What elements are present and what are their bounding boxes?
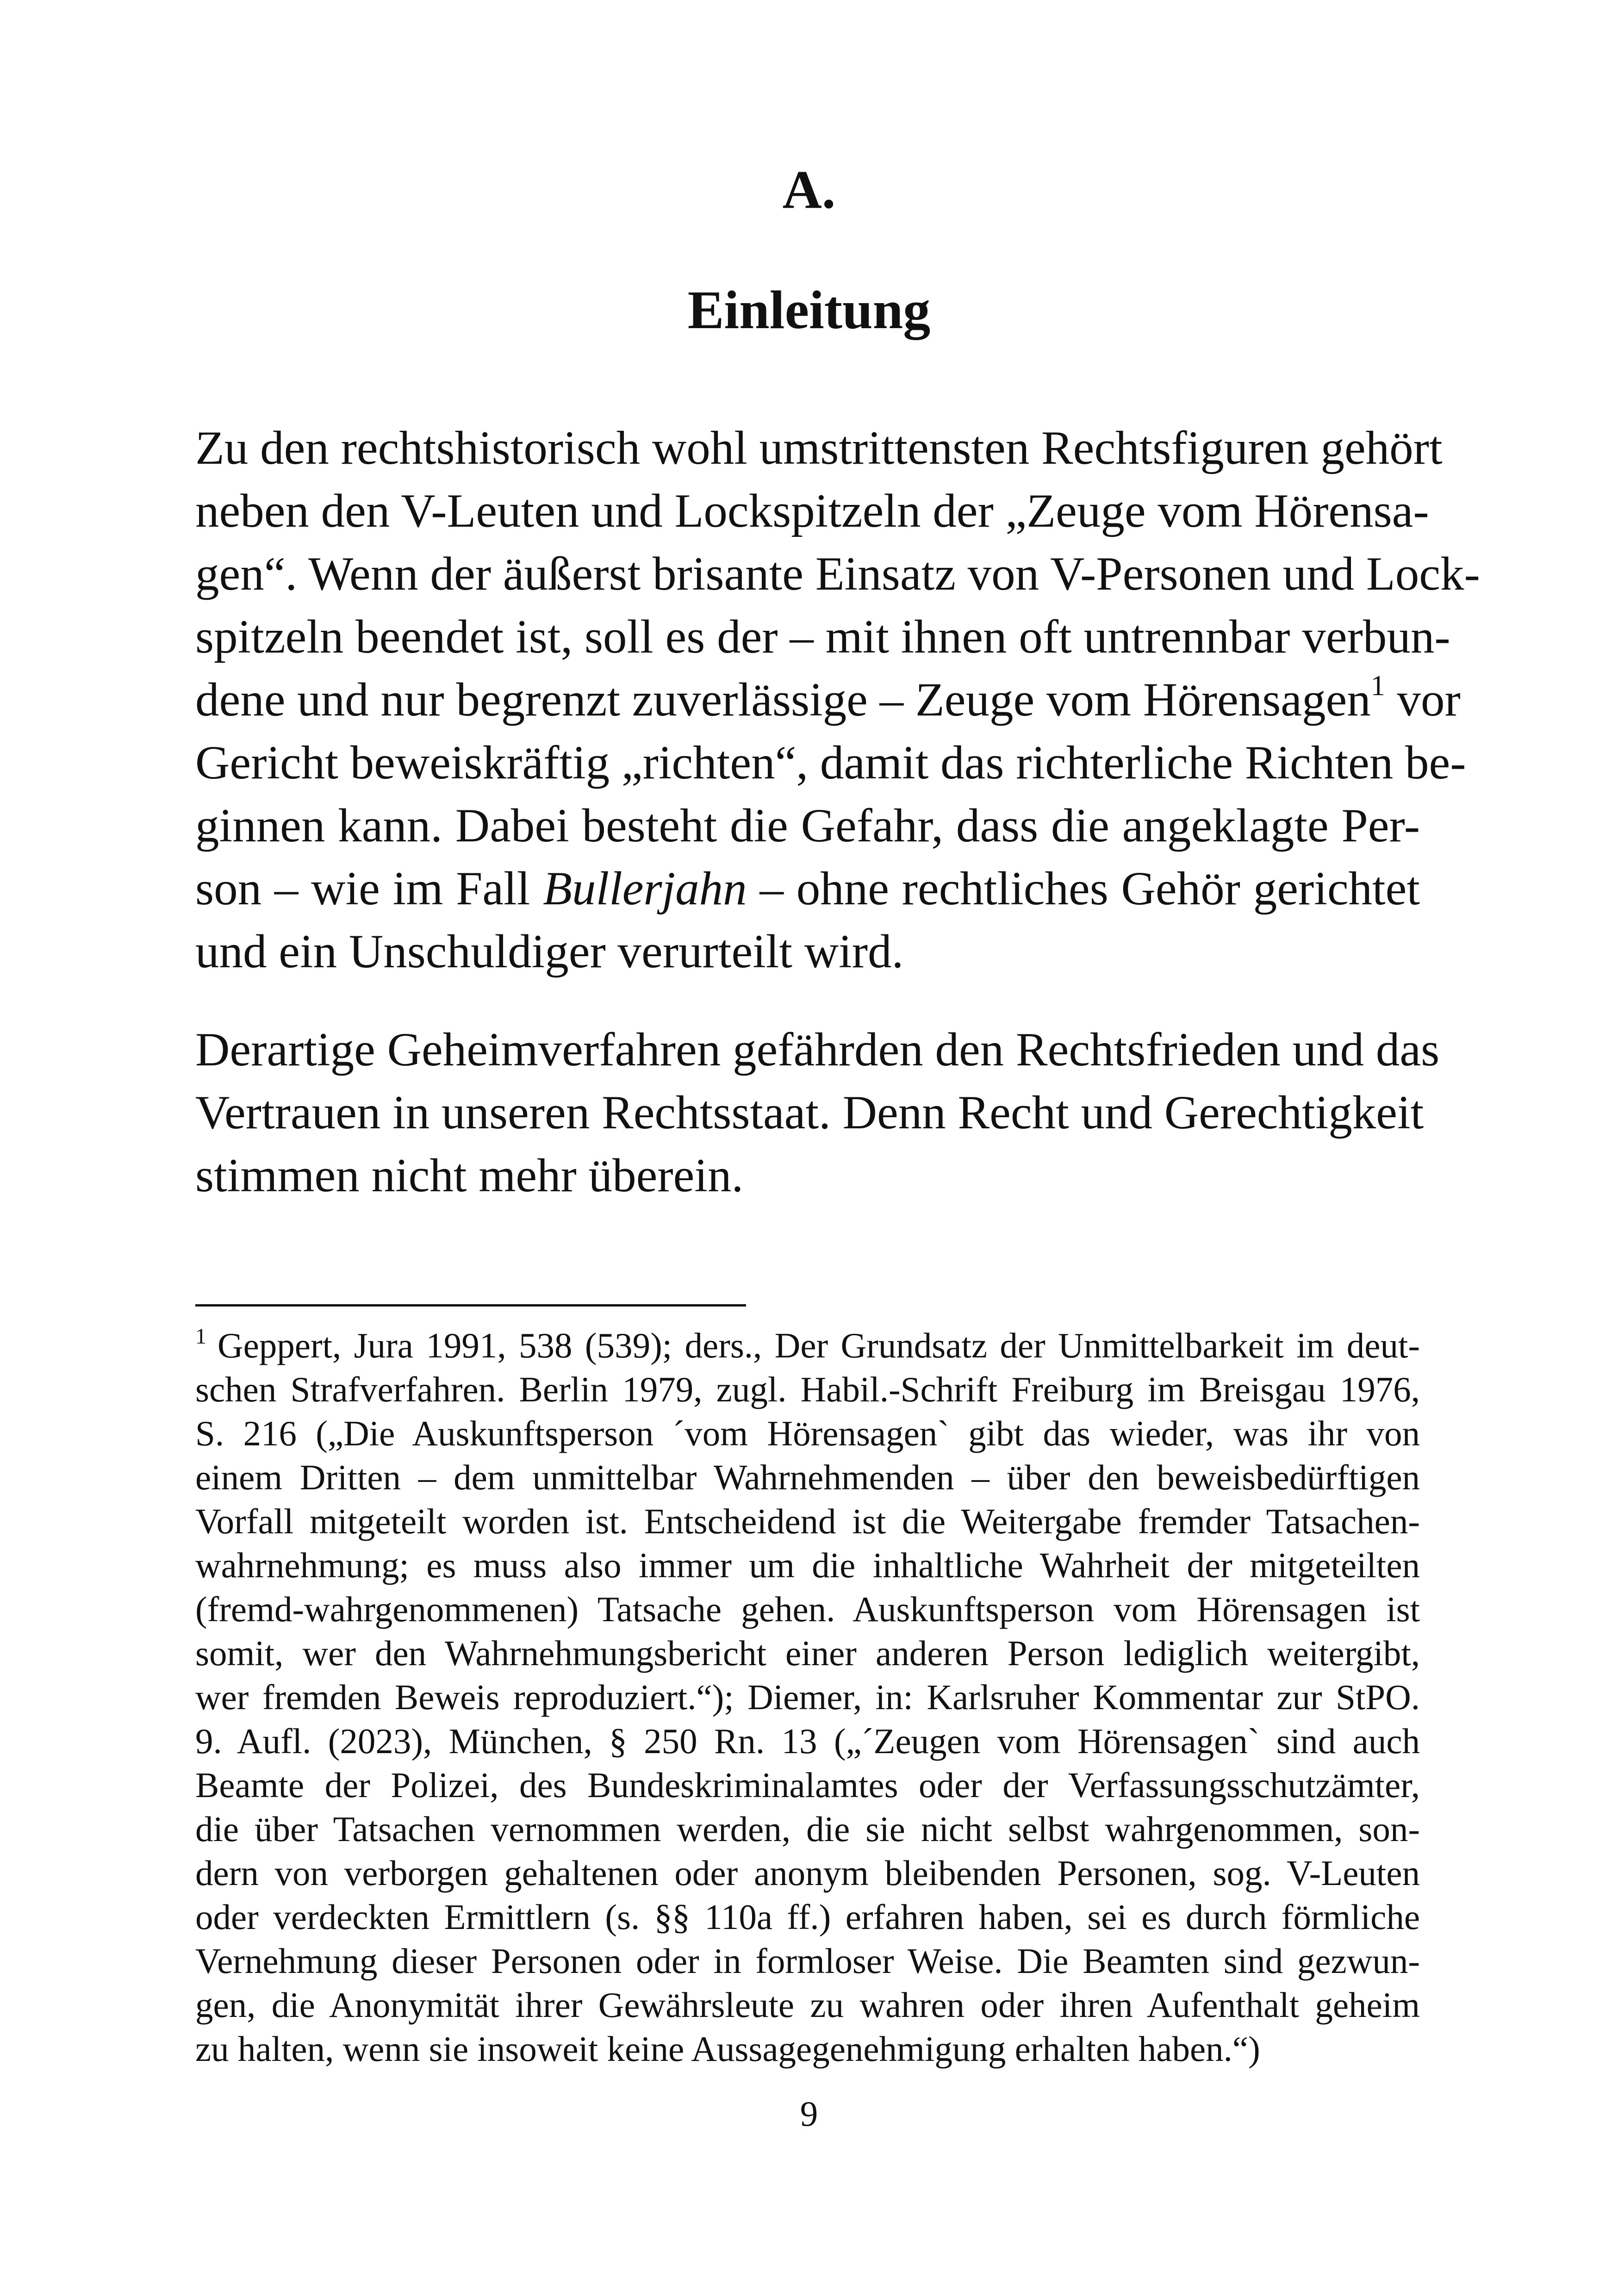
footnote-line: wer fremden Beweis reproduziert.“); Diemer, in: Karlsruher Kommentar zur StPO. [195,1677,1420,1717]
paragraph-line-with-italic [195,857,1420,920]
footnote-line: oder verdeckten Ermittlern (s. §§ 110a ff.) erfahren haben, sei es durch förmliche [195,1897,1420,1937]
footnote-line: wahrnehmung; es muss also immer um die inhaltliche Wahrheit der mitgeteilten [195,1545,1420,1585]
footnote-line: gen, die Anonymität ihrer Gewährsleute zu wahren oder ihren Aufenthalt geheim [195,1985,1420,2025]
footnote-line: einem Dritten – dem unmittelbar Wahrnehmenden – über den beweisbedürftigen [195,1457,1420,1497]
footnote-line: schen Strafverfahren. Berlin 1979, zugl. Habil.-Schrift Freiburg im Breisgau 1976, [195,1369,1420,1409]
footnote-line: (fremd-wahrgenommenen) Tatsache gehen. Auskunftsperson vom Hörensagen ist [195,1589,1420,1629]
body-paragraph-2 [195,1018,1440,1207]
paragraph-line: Zu den rechtshistorisch wohl umstrittensten Rechtsfiguren gehört [195,422,1443,474]
paragraph-line: neben den V-Leuten und Lockspitzeln der „Zeuge vom Hörensa- [195,485,1429,537]
footnote-line: S. 216 („Die Auskunftsperson ´vom Hörensagen` gibt das wieder, was ihr von [195,1413,1420,1453]
footnote-reference[interactable]: 1 [1370,670,1385,702]
paragraph-line: ginnen kann. Dabei besteht die Gefahr, dass die angeklagte Per- [195,799,1420,852]
paragraph-text: son – wie im Fall [195,862,530,915]
chapter-number: A. [782,159,836,220]
paragraph-text: vor [1397,673,1461,726]
paragraph-line: stimmen nicht mehr überein. [195,1149,744,1202]
body-paragraph-1 [195,417,1480,983]
footnote-line: Beamte der Polizei, des Bundeskriminalamtes oder der Verfassungsschutzämter, [195,1765,1420,1805]
footnote-line: somit, wer den Wahrnehmungsbericht einer anderen Person lediglich weitergibt, [195,1633,1420,1673]
paragraph-line: Vertrauen in unseren Rechtsstaat. Denn Recht und Gerechtigkeit [195,1086,1424,1139]
paragraph-line: Gericht beweiskräftig „richten“, damit das richterliche Richten be- [195,736,1466,789]
paragraph-line: spitzeln beendet ist, soll es der – mit ihnen oft untrennbar verbun- [195,610,1450,663]
footnote-line: 9. Aufl. (2023), München, § 250 Rn. 13 („´Zeugen vom Hörensagen` sind auch [195,1721,1420,1761]
footnote-line: zu halten, wenn sie insoweit keine Aussagegenehmigung erhalten haben.“) [195,2029,1260,2069]
chapter-title: Einleitung [687,280,931,340]
italic-case-name: Bullerjahn [543,862,747,915]
footnote-1 [195,1324,1420,2071]
paragraph-text: – ohne rechtliches Gehör gerichtet [759,862,1420,915]
footnote-text: Geppert, Jura 1991, 538 (539); ders., Der Grundsatz der Unmittelbarkeit im deut- [218,1325,1420,1365]
footnote-line [195,1324,1420,1368]
page-number: 9 [800,2094,818,2134]
paragraph-line-with-footnote [195,668,1461,731]
paragraph-line: und ein Unschuldiger verurteilt wird. [195,925,904,978]
footnote-line: dern von verborgen gehaltenen oder anonym bleibenden Personen, sog. V-Leuten [195,1853,1420,1893]
paragraph-text: dene und nur begrenzt zuverlässige – Zeuge vom Hörensagen [195,673,1371,726]
paragraph-line: gen“. Wenn der äußerst brisante Einsatz von V-Personen und Lock- [195,548,1480,600]
paragraph-line: Derartige Geheimverfahren gefährden den Rechtsfrieden und das [195,1023,1440,1076]
footnote-line: Vernehmung dieser Personen oder in formloser Weise. Die Beamten sind gezwun- [195,1941,1420,1981]
footnote-divider [195,1304,746,1307]
footnote-line: die über Tatsachen vernommen werden, die sie nicht selbst wahrgenommen, son- [195,1809,1420,1849]
footnote-marker: 1 [195,1324,206,1349]
footnote-line: Vorfall mitgeteilt worden ist. Entscheidend ist die Weitergabe fremder Tatsachen- [195,1501,1420,1541]
